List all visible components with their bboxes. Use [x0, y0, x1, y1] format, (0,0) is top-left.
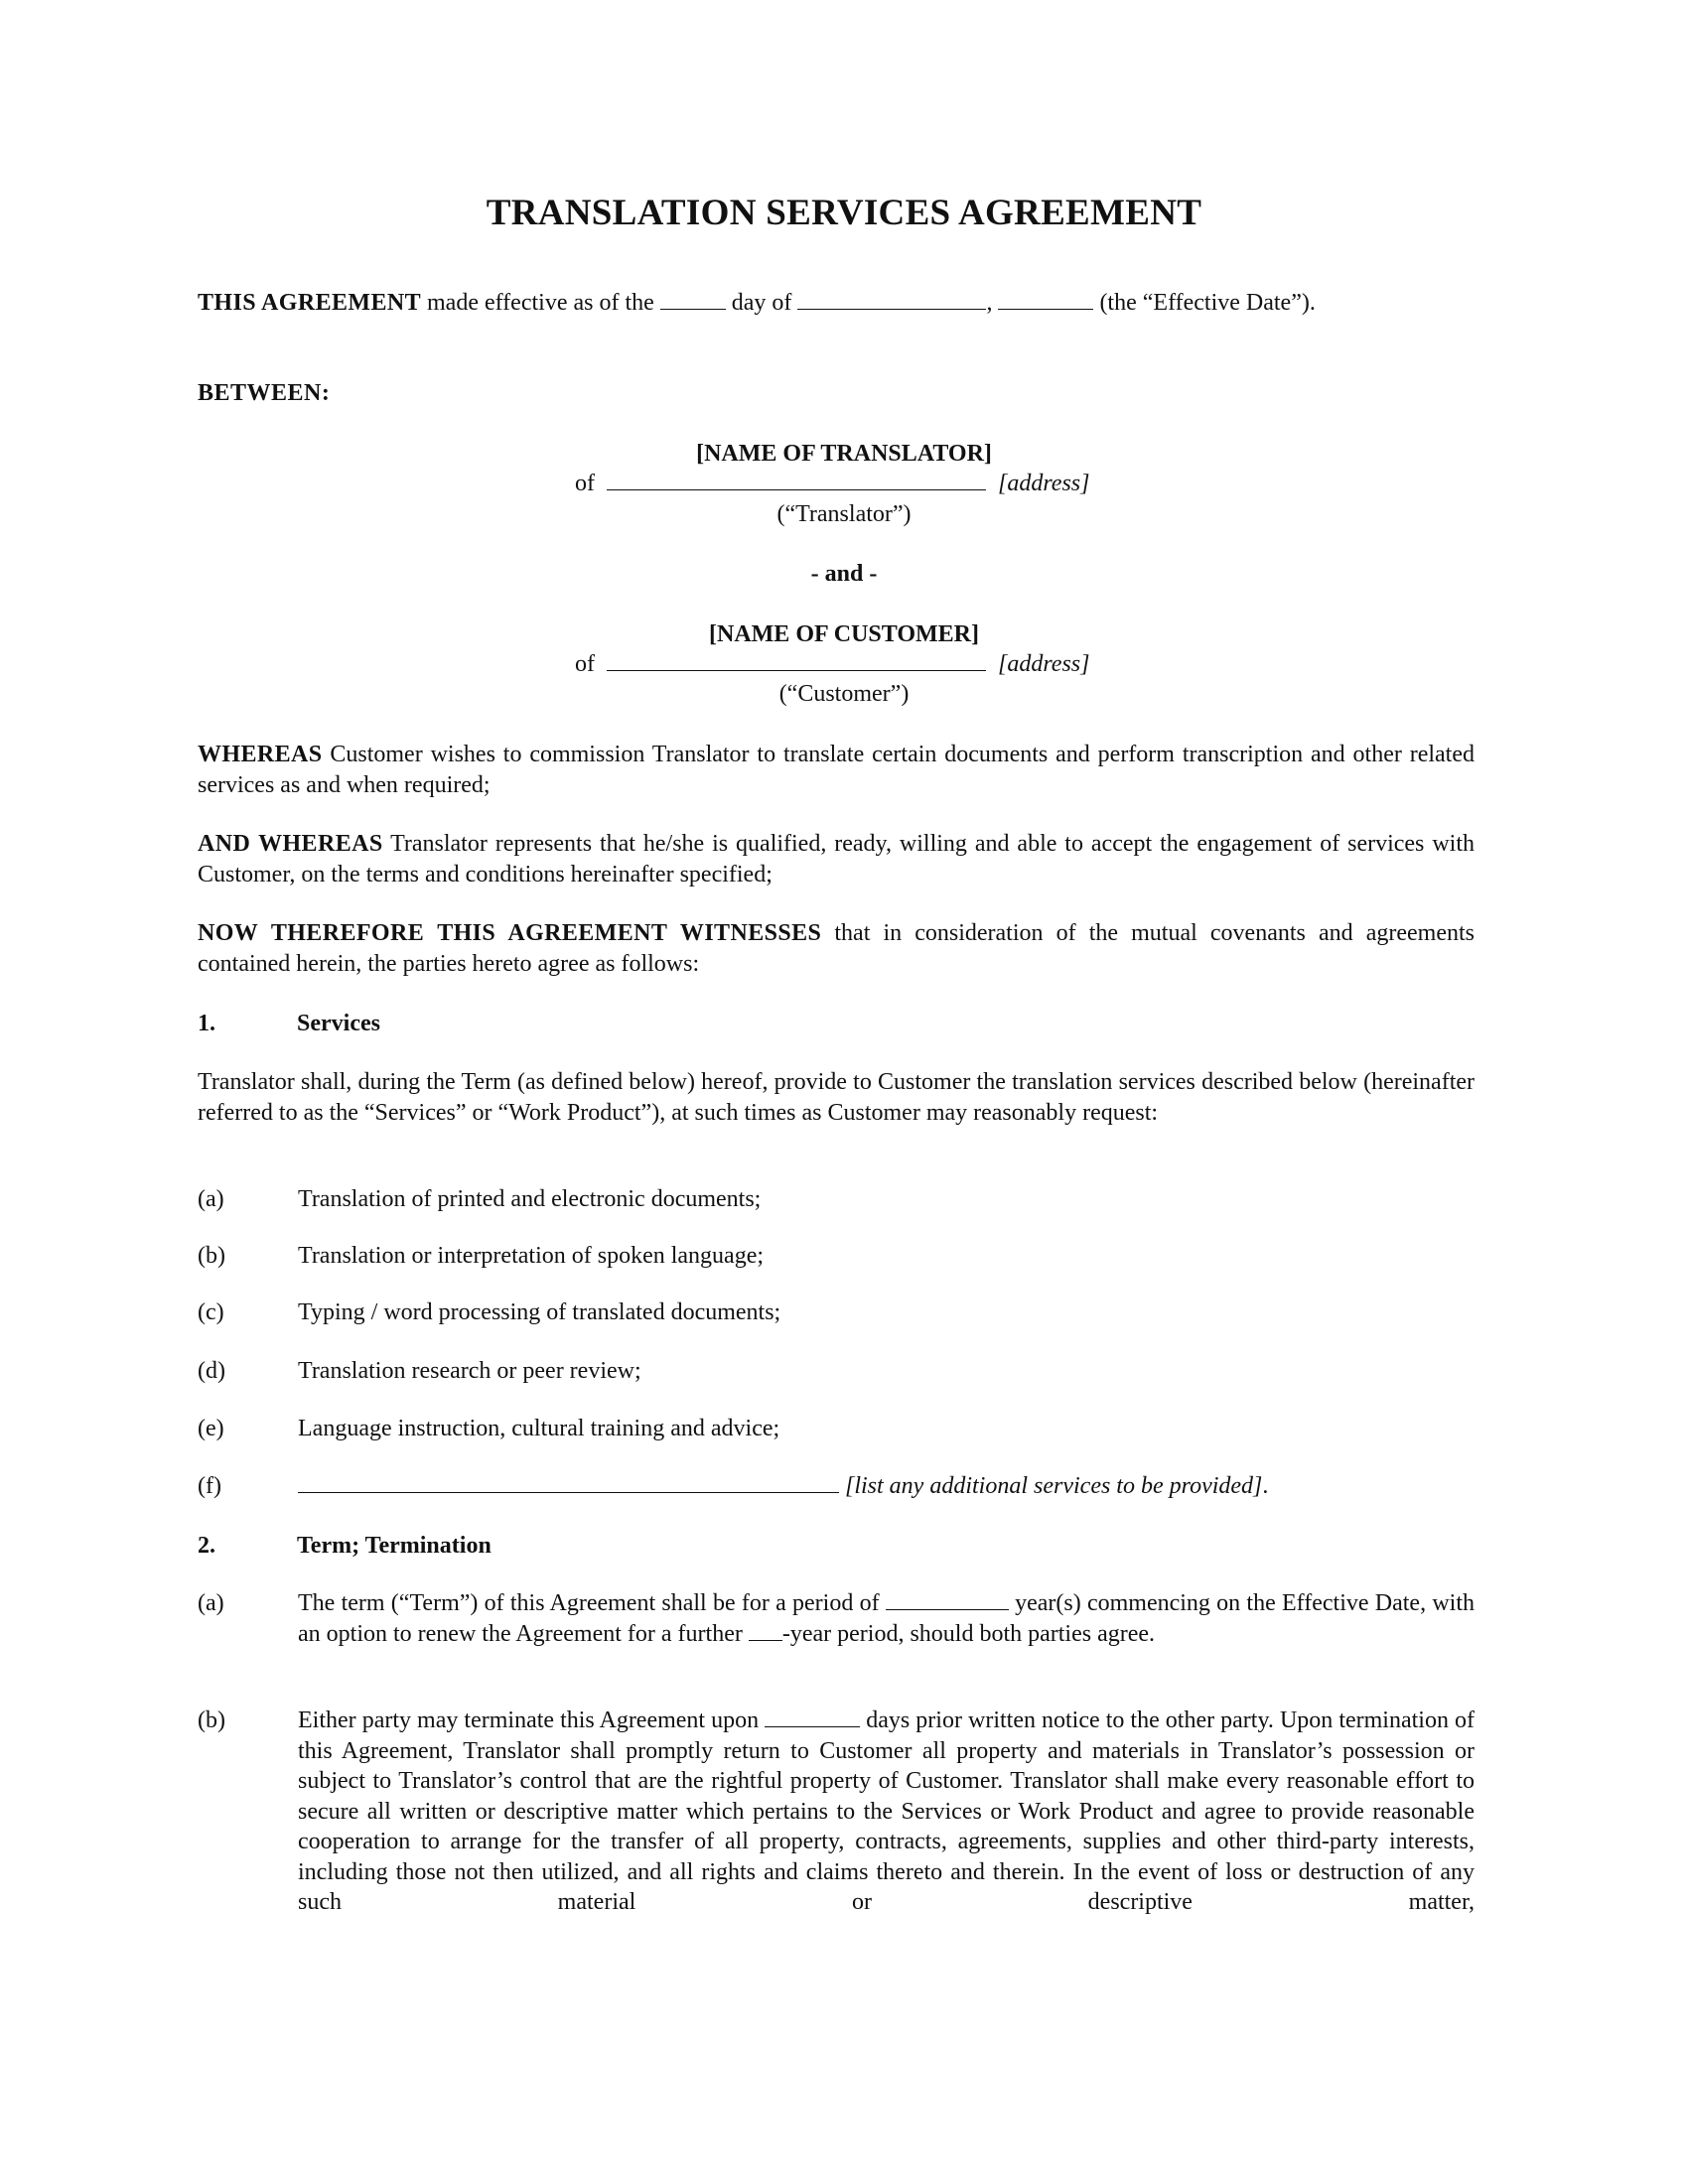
- term-item-a: [198, 1588, 1475, 1649]
- item-text-part: -year period, should both parties agree.: [781, 1620, 1156, 1647]
- section-1-heading: [198, 1009, 380, 1039]
- address-hint: [address]: [998, 651, 1090, 677]
- item-text: Typing / word processing of translated documents;: [298, 1299, 781, 1325]
- item-text: [298, 1588, 1475, 1649]
- notice-days-field[interactable]: [765, 1706, 860, 1727]
- item-text: [298, 1706, 1475, 1918]
- item-text-part: The term (“Term”) of this Agreement shall be for a period of: [298, 1590, 886, 1616]
- translator-defined-term: (“Translator”): [776, 501, 912, 527]
- service-item-c: [198, 1297, 1475, 1328]
- document-title: TRANSLATION SERVICES AGREEMENT: [486, 193, 1202, 233]
- recital-lead: WHEREAS: [198, 742, 323, 767]
- item-label: (f): [198, 1473, 221, 1499]
- recital-text: Translator represents that he/she is qualified, ready, willing and able to accept the engagement of services with Customer, on the terms and conditions hereinafter specified;: [198, 831, 1475, 887]
- item-text-part: days prior written notice to the other party. Upon termination of this Agreement, Translator shall promptly return to Customer all property and materials in Translator’s possession or subject to Translator’s control that are the rightful property of Customer. Translator shall make every reasonable effort to secure all written or descriptive matter which pertains to the Services or Work Product and agree to provide reasonable cooperation to arrange for the transfer of all property, contracts, agreements, supplies and other third-party interests, including those not then utilized, and all rights and claims thereto and therein. In the event of loss or destruction of any such material or descriptive matter,: [298, 1707, 1475, 1915]
- item-text: Language instruction, cultural training and advice;: [298, 1416, 780, 1441]
- item-text: Translation research or peer review;: [298, 1358, 641, 1384]
- preamble-text: day of: [725, 290, 798, 316]
- year-blank-field[interactable]: [998, 289, 1093, 310]
- service-item-f: [198, 1471, 1475, 1502]
- section-number: 1.: [198, 1011, 215, 1036]
- recital-text: Customer wishes to commission Translator to translate certain documents and perform transcription and other related services as and when required;: [198, 742, 1475, 798]
- term-years-field[interactable]: [886, 1589, 1009, 1610]
- service-item-b: [198, 1241, 1475, 1272]
- item-label: (b): [198, 1243, 225, 1269]
- renewal-years-field[interactable]: [749, 1620, 782, 1641]
- item-text: Translation or interpretation of spoken language;: [298, 1243, 765, 1269]
- section-1-intro: Translator shall, during the Term (as defined below) hereof, provide to Customer the translation services described below (hereinafter referred to as the “Services” or “Work Product”), at such times as Customer may reasonably request:: [198, 1069, 1475, 1126]
- recital-whereas: [198, 740, 1475, 800]
- day-blank-field[interactable]: [660, 289, 726, 310]
- customer-address-field[interactable]: [607, 650, 986, 671]
- of-label: of: [575, 651, 595, 677]
- item-label: (d): [198, 1358, 225, 1384]
- item-label: (a): [198, 1590, 224, 1616]
- section-title: Term; Termination: [297, 1533, 492, 1559]
- item-text: [298, 1471, 1475, 1502]
- term-item-b: [198, 1706, 1475, 1918]
- recital-text: that in consideration of the mutual covenants and agreements contained herein, the parties hereto agree as follows:: [198, 920, 1475, 977]
- section-title: Services: [297, 1011, 380, 1036]
- and-separator: - and -: [810, 561, 878, 587]
- section-number: 2.: [198, 1533, 215, 1559]
- item-label: (e): [198, 1416, 224, 1441]
- item-text: Translation of printed and electronic documents;: [298, 1186, 762, 1212]
- recital-and-whereas: [198, 829, 1475, 889]
- customer-defined-term: (“Customer”): [778, 681, 910, 707]
- translator-name: [NAME OF TRANSLATOR]: [696, 441, 992, 467]
- preamble-lead: THIS AGREEMENT: [198, 290, 421, 316]
- of-label: of: [575, 471, 595, 496]
- preamble-paragraph: [198, 288, 1475, 319]
- item-suffix: .: [1262, 1473, 1269, 1499]
- recital-lead: NOW THEREFORE THIS AGREEMENT WITNESSES: [198, 920, 822, 946]
- additional-services-hint: [list any additional services to be provided]: [845, 1473, 1263, 1499]
- service-item-d: [198, 1356, 1475, 1387]
- recital-lead: AND WHEREAS: [198, 831, 383, 857]
- service-item-a: [198, 1184, 1475, 1215]
- preamble-text: ,: [986, 290, 999, 316]
- translator-address-line: [575, 469, 1089, 499]
- additional-services-field[interactable]: [298, 1472, 839, 1493]
- section-2-heading: [198, 1531, 492, 1562]
- customer-address-line: [575, 649, 1089, 680]
- month-blank-field[interactable]: [797, 289, 986, 310]
- between-label: BETWEEN:: [198, 380, 331, 406]
- address-hint: [address]: [998, 471, 1090, 496]
- preamble-text: (the “Effective Date”).: [1093, 290, 1316, 316]
- preamble-text: made effective as of the: [421, 290, 660, 316]
- recital-now-therefore: [198, 918, 1475, 979]
- item-label: (b): [198, 1707, 225, 1733]
- item-text-part: Either party may terminate this Agreement upon: [298, 1707, 766, 1733]
- service-item-e: [198, 1414, 1475, 1444]
- item-label: (a): [198, 1186, 224, 1212]
- customer-name: [NAME OF CUSTOMER]: [709, 621, 979, 647]
- item-text-part: year(s) commencing on the Effective Date, with an option to renew the Agreement for a further: [298, 1590, 1475, 1647]
- item-label: (c): [198, 1299, 224, 1325]
- translator-address-field[interactable]: [607, 470, 986, 490]
